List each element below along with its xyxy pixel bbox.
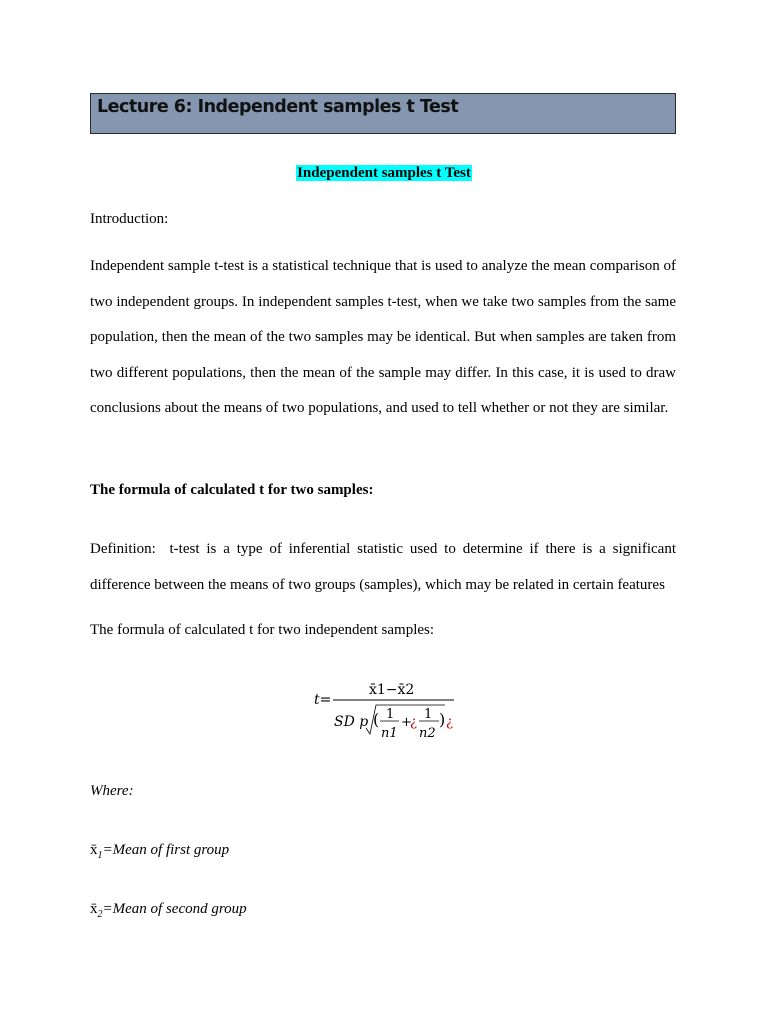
definition-text: =Mean of first group [102,842,230,858]
t-test-formula [300,676,470,746]
introduction-paragraph: Independent sample t-test is a statistical technique that is used to analyze the mean comparison of two independent groups. In independent samples t-test, when we take two samples from the same population, then the mean of the two samples may be identical. But when samples are taken from two different populations, then the mean of the sample may differ. In this case, it is used to draw conclusions about the means of two populations, and used to tell whether or not they are similar. [90,258,676,417]
definition-paragraph [90,532,676,603]
section-subtitle [0,165,768,182]
definition-text: t-test is a type of inferential statistic used to determine if there is a significant difference between the means of two groups (samples), which may be related in certain features [90,541,676,593]
formula-heading: The formula of calculated t for two samples: [90,482,374,498]
symbol-xbar: x̄ [90,842,98,858]
left-paren: ( [373,710,380,729]
garbled-char-1: ¿ [410,715,417,730]
denominator-n2: n2 [419,726,436,741]
denominator-n1: n1 [381,726,398,741]
subscript: 1 [97,850,103,861]
formula-intro: The formula of calculated t for two independent samples: [90,622,435,638]
lecture-title-box [90,93,676,134]
numerator-one-b: 1 [424,707,433,722]
subscript: 2 [97,909,103,920]
plus-sign: + [401,715,412,730]
highlighted-subtitle: Independent samples t Test [297,165,471,181]
formula-lhs: t= [314,692,332,708]
numerator-one-a: 1 [386,707,395,722]
introduction-heading: Introduction: [90,211,169,227]
symbol-xbar: x̄ [90,901,98,917]
garbled-char-2: ¿ [446,715,453,730]
definition-label: Definition: [90,541,156,557]
formula-numerator: x̄1−x̄2 [369,682,415,698]
formula-denominator-prefix: SD p [334,714,369,730]
definition-item-mean-1 [90,842,229,861]
definition-item-mean-2 [90,901,247,920]
definition-text: =Mean of second group [102,901,247,917]
lecture-title: Lecture 6: Independent samples t Test [97,97,459,117]
right-paren: ) [439,710,446,729]
where-label: Where: [90,783,134,799]
